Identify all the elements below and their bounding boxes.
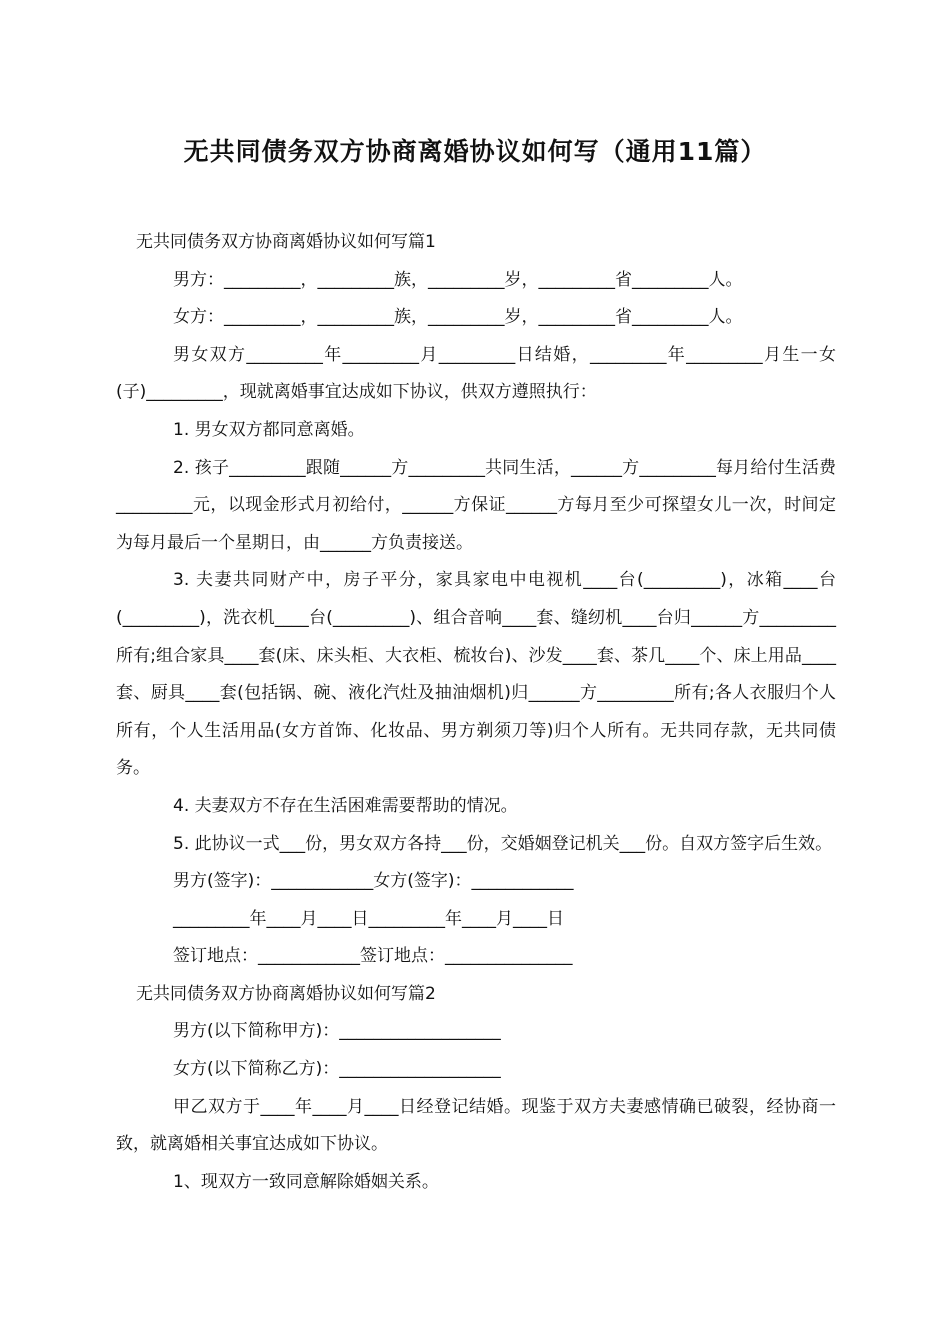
clause-4: 4. 夫妻双方不存在生活困难需要帮助的情况。 xyxy=(173,795,518,816)
signature-date-line: _________年____月____日_________年____月____日 xyxy=(173,908,564,929)
wife-info-line: 女方：_________，_________族，_________岁，_________省_________人。 xyxy=(173,307,743,328)
signature-line: 男方(签字)：____________女方(签字)：____________ xyxy=(173,871,574,892)
section-heading: 无共同债务双方协商离婚协议如何写篇1 xyxy=(136,232,436,252)
document-title: 无共同债务双方协商离婚协议如何写（通用11篇） xyxy=(183,137,767,166)
clause-3: 3. 夫妻共同财产中，房子平分，家具家电中电视机____台(_________)，冰箱____台(_________)，洗衣机____台(_________)、组合音响____套、缝纫机____台归______方_________所有;组合家具____套(床、床头柜、大衣柜、梳妆台)、沙发____套、茶几____个、床上用品____套、厨具____套(包括锅、碗、液化汽灶及抽油烟机)归______方_________所有;各人衣服归个人所有，个人生活用品(女方首饰、化妆品、男方剃须刀等)归个人所有。无共同存款，无共同债务。 xyxy=(116,570,836,779)
clause-1: 1. 男女双方都同意离婚。 xyxy=(173,419,365,440)
clause-5: 5. 此协议一式___份，男女双方各持___份，交婚姻登记机关___份。自双方签字后生效。 xyxy=(173,833,833,854)
clause-1: 1、现双方一致同意解除婚姻关系。 xyxy=(173,1171,439,1192)
document-body xyxy=(116,224,836,1201)
party-a-line: 男方(以下简称甲方)：___________________ xyxy=(173,1021,501,1042)
party-b-line: 女方(以下简称乙方)：___________________ xyxy=(173,1059,501,1080)
section-heading: 无共同债务双方协商离婚协议如何写篇2 xyxy=(136,983,436,1004)
signing-place-line: 签订地点：____________签订地点：_______________ xyxy=(173,946,573,967)
husband-info-line: 男方：_________，_________族，_________岁，_________省_________人。 xyxy=(173,269,743,290)
preamble-paragraph: 甲乙双方于____年____月____日经登记结婚。现鉴于双方夫妻感情确已破裂，经协商一致，就离婚相关事宜达成如下协议。 xyxy=(116,1096,836,1155)
marriage-paragraph: 男女双方_________年_________月_________日结婚，_________年_________月生一女(子)_________，现就离婚事宜达成如下协议，供双方遵照执行： xyxy=(116,344,836,403)
clause-2: 2. 孩子_________跟随______方_________共同生活，______方_________每月给付生活费_________元，以现金形式月初给付，______方保证______方每月至少可探望女儿一次，时间定为每月最后一个星期日，由______方负责接送。 xyxy=(116,457,836,553)
